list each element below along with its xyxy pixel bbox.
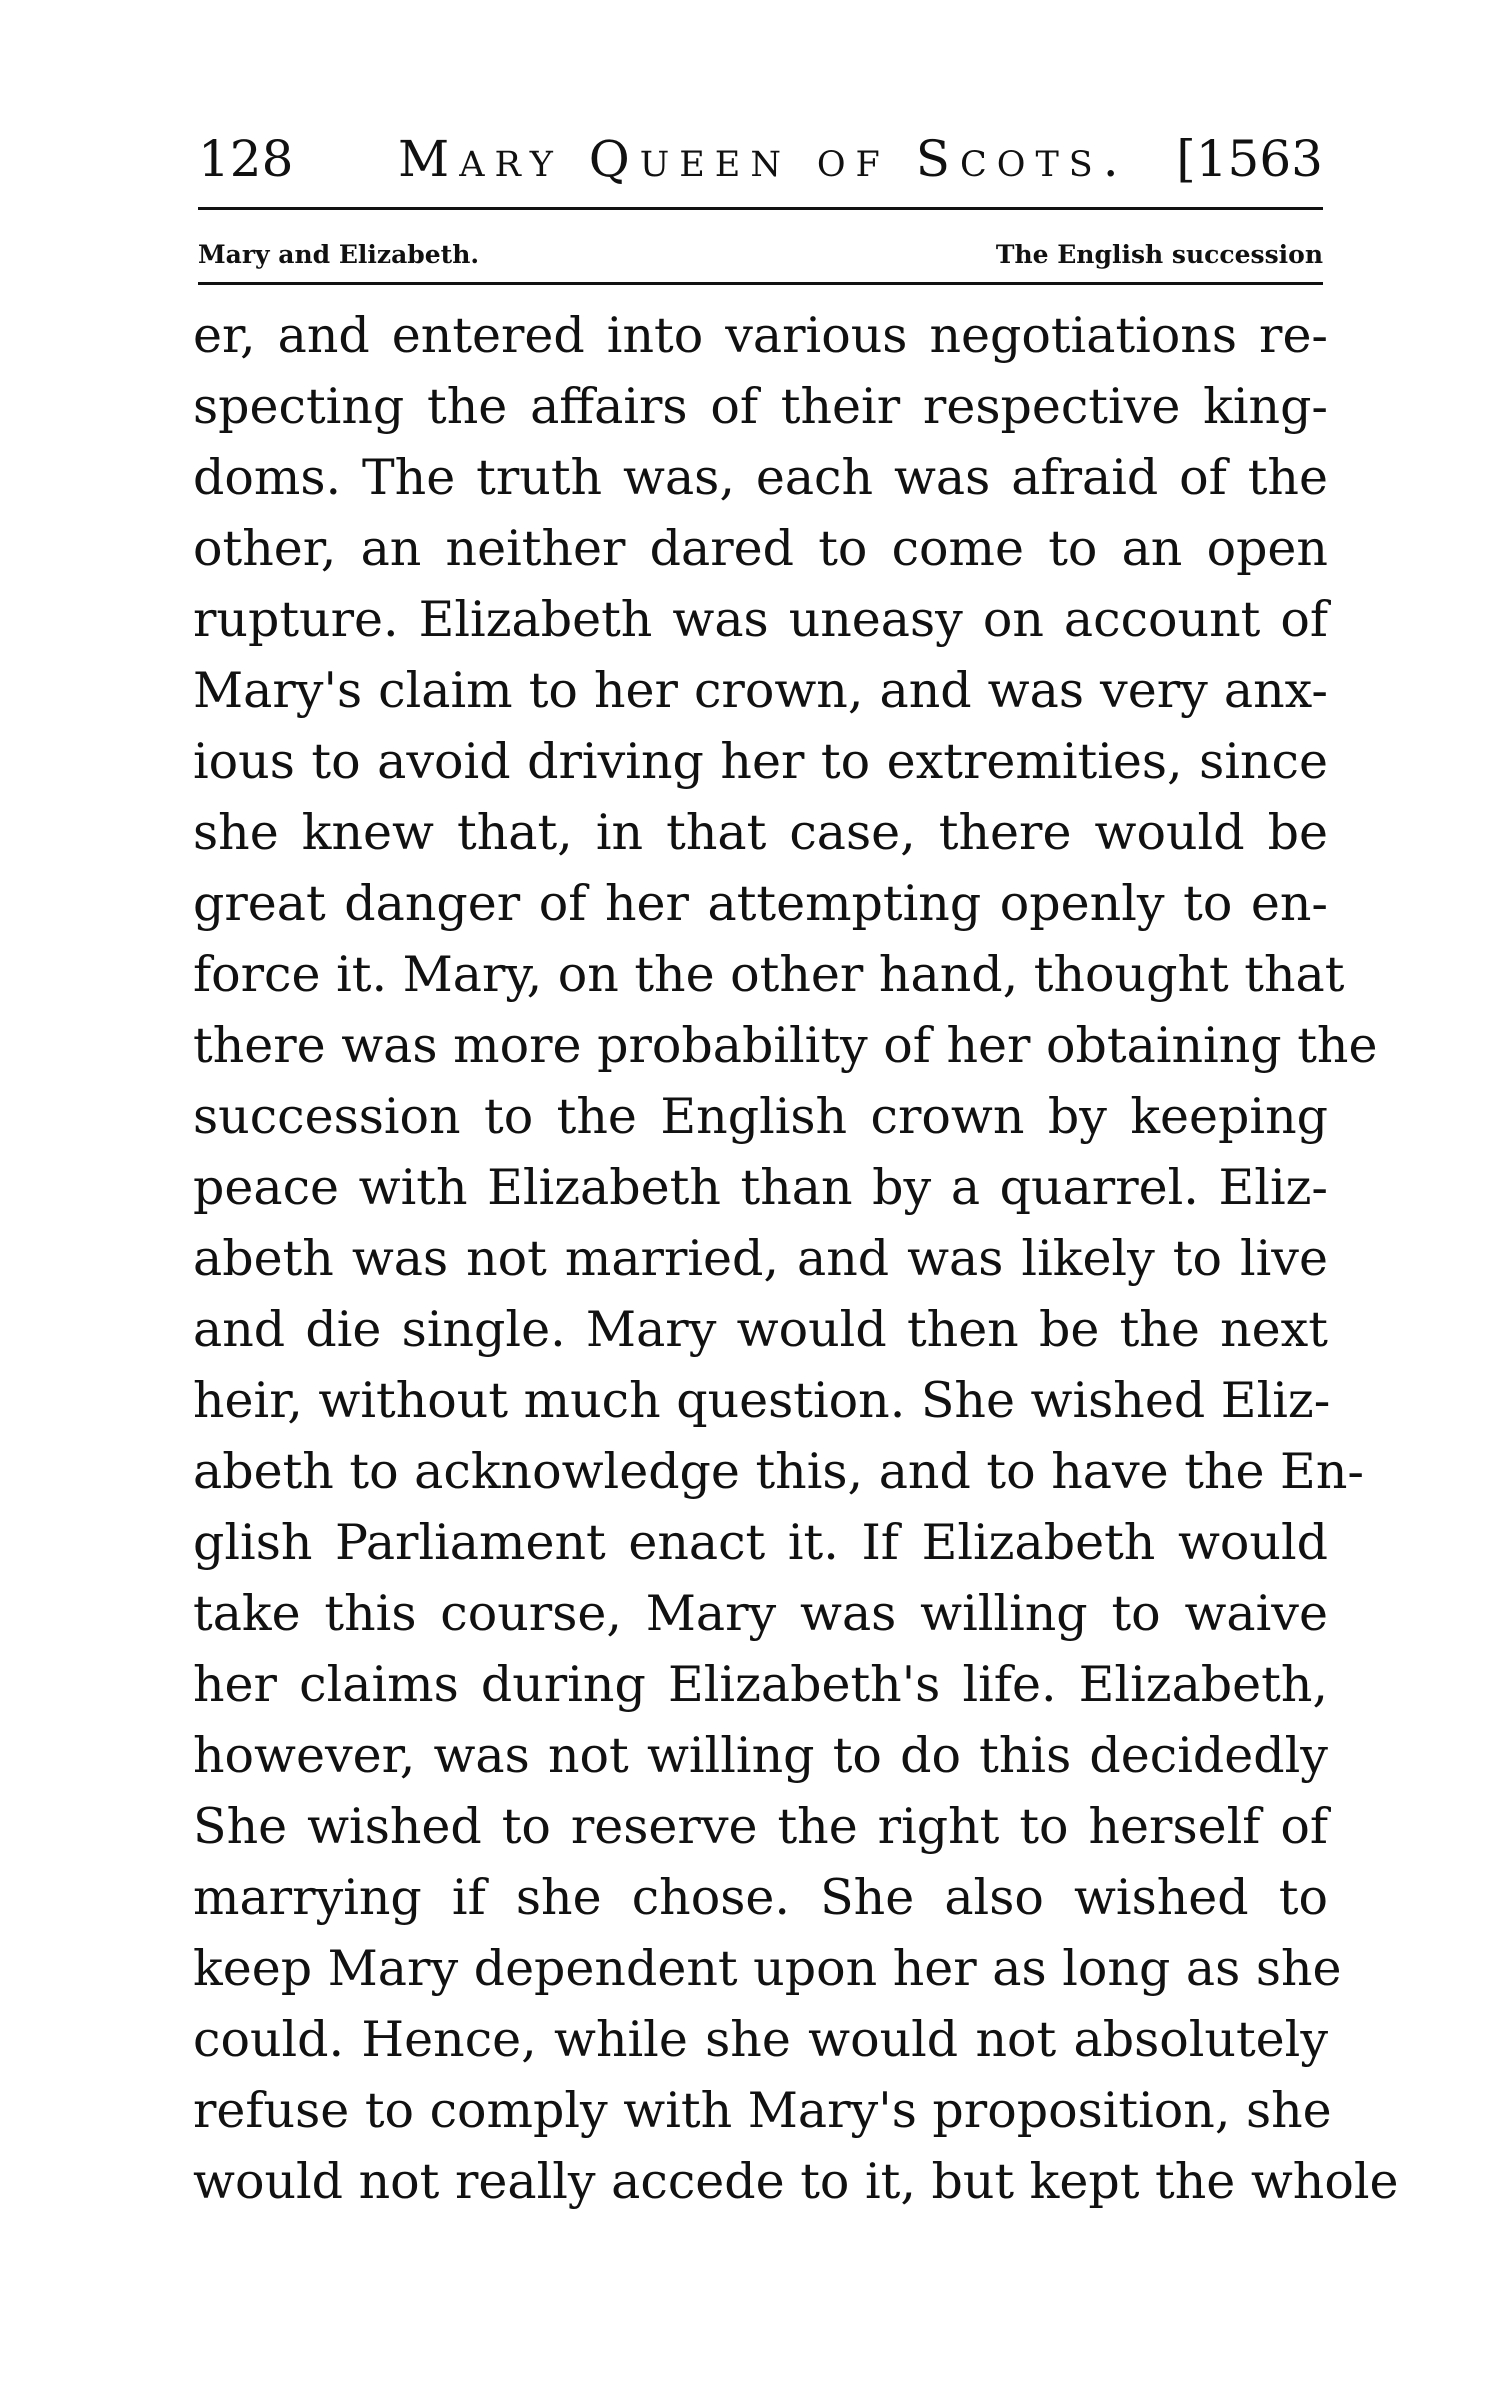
text-line: abeth to acknowledge this, and to have the En- — [193, 1443, 1364, 1500]
text-line: doms. The truth was, each was afraid of the — [193, 449, 1328, 506]
subheader-left: Mary and Elizabeth. — [198, 240, 480, 269]
page-number: 128 — [198, 130, 294, 188]
text-line: and die single. Mary would then be the next — [193, 1301, 1328, 1358]
text-line: keep Mary dependent upon her as long as she — [193, 1940, 1342, 1997]
text-line: however, was not willing to do this decidedly — [193, 1727, 1328, 1784]
text-line: She wished to reserve the right to herself of — [193, 1798, 1328, 1855]
text-line: succession to the English crown by keeping — [193, 1088, 1328, 1145]
header-rule — [198, 207, 1323, 210]
body-text — [193, 300, 1399, 2217]
text-line: she knew that, in that case, there would be — [193, 804, 1328, 861]
text-line: er, and entered into various negotiations re- — [193, 307, 1328, 364]
text-line: her claims during Elizabeth's life. Elizabeth, — [193, 1656, 1328, 1713]
text-line: take this course, Mary was willing to waive — [193, 1585, 1328, 1642]
text-line: could. Hence, while she would not absolutely — [193, 2011, 1328, 2068]
text-line: refuse to comply with Mary's proposition, she — [193, 2082, 1332, 2139]
text-line: specting the affairs of their respective king- — [193, 378, 1328, 435]
text-line: marrying if she chose. She also wished to — [193, 1869, 1328, 1926]
subheader-rule — [198, 282, 1323, 285]
text-line: rupture. Elizabeth was uneasy on account of — [193, 591, 1328, 648]
page-header — [198, 120, 1323, 200]
text-line: abeth was not married, and was likely to live — [193, 1230, 1328, 1287]
text-line: great danger of her attempting openly to en- — [193, 875, 1328, 932]
header-year: [1563 — [1176, 130, 1323, 188]
text-line: ious to avoid driving her to extremities, since — [193, 733, 1328, 790]
text-line: there was more probability of her obtaining the — [193, 1017, 1378, 1074]
text-line: heir, without much question. She wished Eliz- — [193, 1372, 1331, 1429]
text-line: would not really accede to it, but kept the whole — [193, 2153, 1399, 2210]
text-line: other, an neither dared to come to an open — [193, 520, 1328, 577]
text-line: Mary's claim to her crown, and was very anx- — [193, 662, 1328, 719]
text-line: peace with Elizabeth than by a quarrel. Eliz- — [193, 1159, 1328, 1216]
subheader-right: The English succession — [995, 240, 1323, 269]
text-line: force it. Mary, on the other hand, thought that — [193, 946, 1345, 1003]
running-title: Mary Queen of Scots. — [398, 130, 1129, 188]
text-line: glish Parliament enact it. If Elizabeth would — [193, 1514, 1328, 1571]
